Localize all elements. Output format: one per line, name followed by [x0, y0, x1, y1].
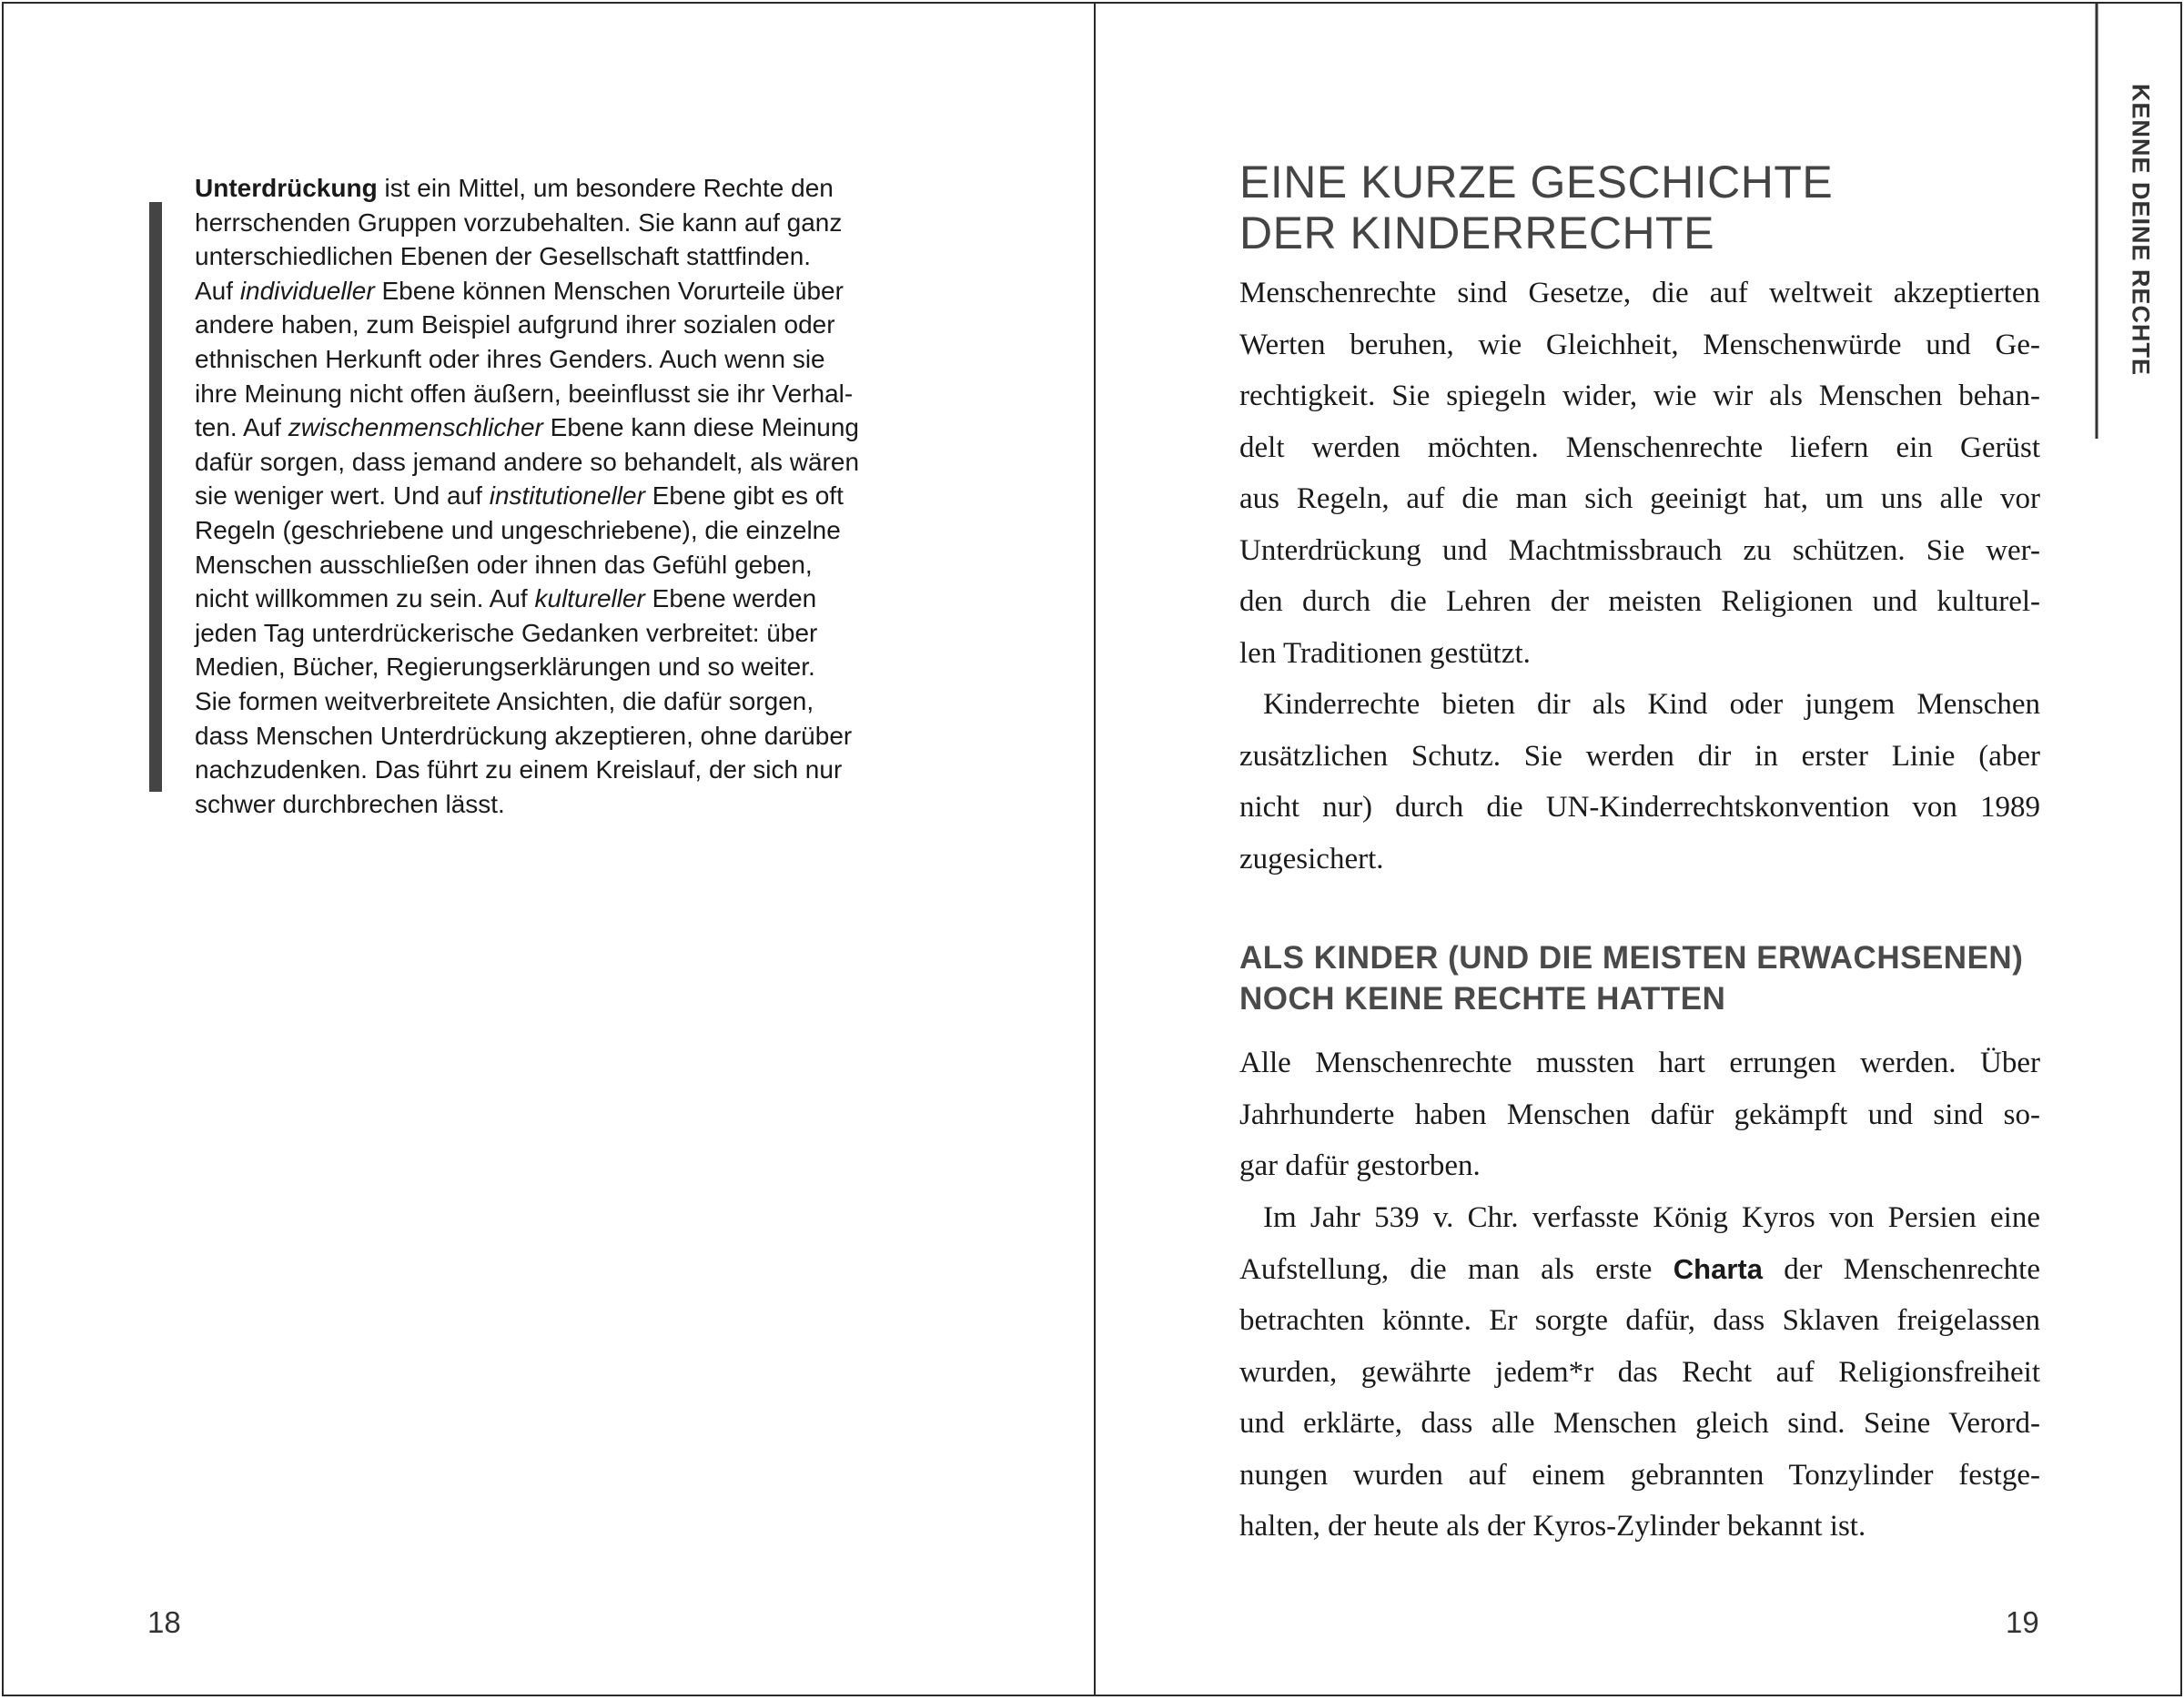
sidebar-line: Regeln (geschriebene und ungeschriebene), die einzelne	[195, 515, 841, 544]
paragraph-line: Alle Menschenrechte mussten hart errungen werden. Über	[1239, 1047, 2040, 1079]
section-heading-line: NOCH KEINE RECHTE HATTEN	[1239, 981, 1726, 1017]
sidebar-line: Sie formen weitverbreitete Ansichten, die dafür sorgen,	[195, 686, 814, 715]
emphasis-individueller: individueller	[239, 276, 375, 305]
section-heading-line: ALS KINDER (UND DIE MEISTEN ERWACHSENEN)	[1239, 940, 2024, 976]
sidebar-line: nachzudenken. Das führt zu einem Kreislauf, der sich nur	[195, 755, 843, 784]
sidebar-line: unterschiedlichen Ebenen der Gesellschaft stattfinden.	[195, 242, 812, 271]
emphasis-institutioneller: institutioneller	[489, 481, 645, 511]
sidebar-line-text: ist ein Mittel, um besondere Rechte den	[377, 174, 834, 202]
sidebar-line-text: Ebene werden	[644, 584, 817, 613]
sidebar-line: jeden Tag unterdrückerische Gedanken verbreitet: über	[195, 618, 818, 647]
section-heading	[1239, 937, 2040, 1019]
chapter-tab[interactable]	[2095, 2, 2182, 439]
sidebar-line: Medien, Bücher, Regierungserklärungen und so weiter.	[195, 653, 815, 682]
paragraph-line	[1239, 1244, 2040, 1296]
paragraph-4	[1239, 1192, 2040, 1553]
paragraph-line: Im Jahr 539 v. Chr. verfasste König Kyros von Persien eine	[1263, 1201, 2040, 1234]
paragraph-1	[1239, 268, 2040, 679]
sidebar-line	[195, 479, 914, 513]
paragraph-line-text: Aufstellung, die man als erste	[1239, 1252, 1673, 1286]
sidebar-line: ethnischen Herkunft oder ihres Genders. Auch wenn sie	[195, 344, 825, 373]
sidebar-line	[195, 274, 914, 309]
sidebar-line	[195, 582, 914, 616]
sidebar-line: andere haben, zum Beispiel aufgrund ihrer sozialen oder	[195, 310, 835, 339]
paragraph-line: nungen wurden auf einem gebrannten Tonzylinder festge-	[1239, 1458, 2040, 1492]
page-number-right: 19	[2006, 1605, 2039, 1639]
paragraph-2	[1239, 679, 2040, 885]
chapter-heading-line: EINE KURZE GESCHICHTE	[1239, 157, 1834, 207]
paragraph-line: den durch die Lehren der meisten Religionen und kulturel-	[1239, 585, 2040, 618]
sidebar-line: dass Menschen Unterdrückung akzeptieren, ohne darüber	[195, 721, 853, 750]
paragraph-line-text: der Menschenrechte	[1762, 1252, 2040, 1286]
page-number-left: 18	[147, 1605, 181, 1639]
paragraph-3	[1239, 1037, 2040, 1192]
sidebar-line-text: Ebene können Menschen Vorurteile über	[374, 276, 844, 305]
paragraph-line: Werten beruhen, wie Gleichheit, Menschenwürde und Ge-	[1239, 328, 2040, 361]
paragraph-line: zusätzlichen Schutz. Sie werden dir in erster Linie (aber	[1239, 739, 2040, 773]
chapter-tab-label: KENNE DEINE RECHTE	[2127, 84, 2155, 377]
term-charta: Charta	[1673, 1252, 1763, 1285]
sidebar-line-text: Ebene gibt es oft	[644, 481, 844, 511]
paragraph-line: delt werden möchten. Menschenrechte liefern ein Gerüst	[1239, 430, 2040, 464]
right-page	[1094, 2, 2182, 1696]
sidebar-line	[195, 410, 914, 445]
sidebar-line: dafür sorgen, dass jemand andere so behandelt, als wären	[195, 447, 860, 476]
sidebar-line: herrschenden Gruppen vorzubehalten. Sie kann auf ganz	[195, 207, 843, 237]
sidebar-line	[195, 171, 914, 206]
sidebar-line-text: ten. Auf	[195, 413, 288, 442]
sidebar-line: ihre Meinung nicht offen äußern, beeinflusst sie ihr Verhal-	[195, 379, 854, 408]
chapter-heading-line: DER KINDERRECHTE	[1239, 207, 1714, 258]
paragraph-line: rechtigkeit. Sie spiegeln wider, wie wir als Menschen behan-	[1239, 379, 2040, 412]
paragraph-line: nicht nur) durch die UN-Kinderrechtskonvention von 1989	[1239, 791, 2040, 824]
chapter-heading	[1239, 157, 1876, 258]
paragraph-line: zugesichert.	[1239, 842, 1384, 875]
sidebar-line-text: sie weniger wert. Und auf	[195, 481, 490, 511]
left-page	[2, 2, 1096, 1696]
paragraph-line: halten, der heute als der Kyros-Zylinder bekannt ist.	[1239, 1510, 1866, 1543]
paragraph-line: len Traditionen gestützt.	[1239, 636, 1531, 670]
sidebar-text	[195, 171, 914, 821]
paragraph-line: aus Regeln, auf die man sich geeinigt hat, um uns alle vor	[1239, 482, 2040, 515]
sidebar-line-text: Ebene kann diese Meinung	[542, 413, 860, 442]
sidebar-rule	[149, 202, 162, 792]
sidebar-line: schwer durchbrechen lässt.	[195, 789, 505, 818]
paragraph-line: Unterdrückung und Machtmissbrauch zu schützen. Sie wer-	[1239, 533, 2040, 567]
term-unterdrueckung: Unterdrückung	[195, 174, 378, 202]
sidebar-line: Menschen ausschließen oder ihnen das Gefühl geben,	[195, 550, 813, 579]
paragraph-line: Kinderrechte bieten dir als Kind oder jungem Menschen	[1263, 688, 2040, 721]
paragraph-line: Jahrhunderte haben Menschen dafür gekämpft und sind so-	[1239, 1098, 2040, 1131]
paragraph-line: und erklärte, dass alle Menschen gleich sind. Seine Verord-	[1239, 1407, 2040, 1440]
paragraph-line: wurden, gewährte jedem*r das Recht auf Religionsfreiheit	[1239, 1355, 2040, 1389]
paragraph-line: gar dafür gestorben.	[1239, 1149, 1481, 1182]
sidebar-line-text: nicht willkommen zu sein. Auf	[195, 584, 535, 613]
paragraph-line: betrachten könnte. Er sorgte dafür, dass Sklaven freigelassen	[1239, 1304, 2040, 1337]
paragraph-line: Menschenrechte sind Gesetze, die auf weltweit akzeptierten	[1239, 277, 2040, 309]
sidebar-line-text: Auf	[195, 276, 240, 305]
emphasis-kultureller: kultureller	[534, 584, 645, 613]
emphasis-zwischenmenschlicher: zwischenmenschlicher	[288, 413, 543, 442]
